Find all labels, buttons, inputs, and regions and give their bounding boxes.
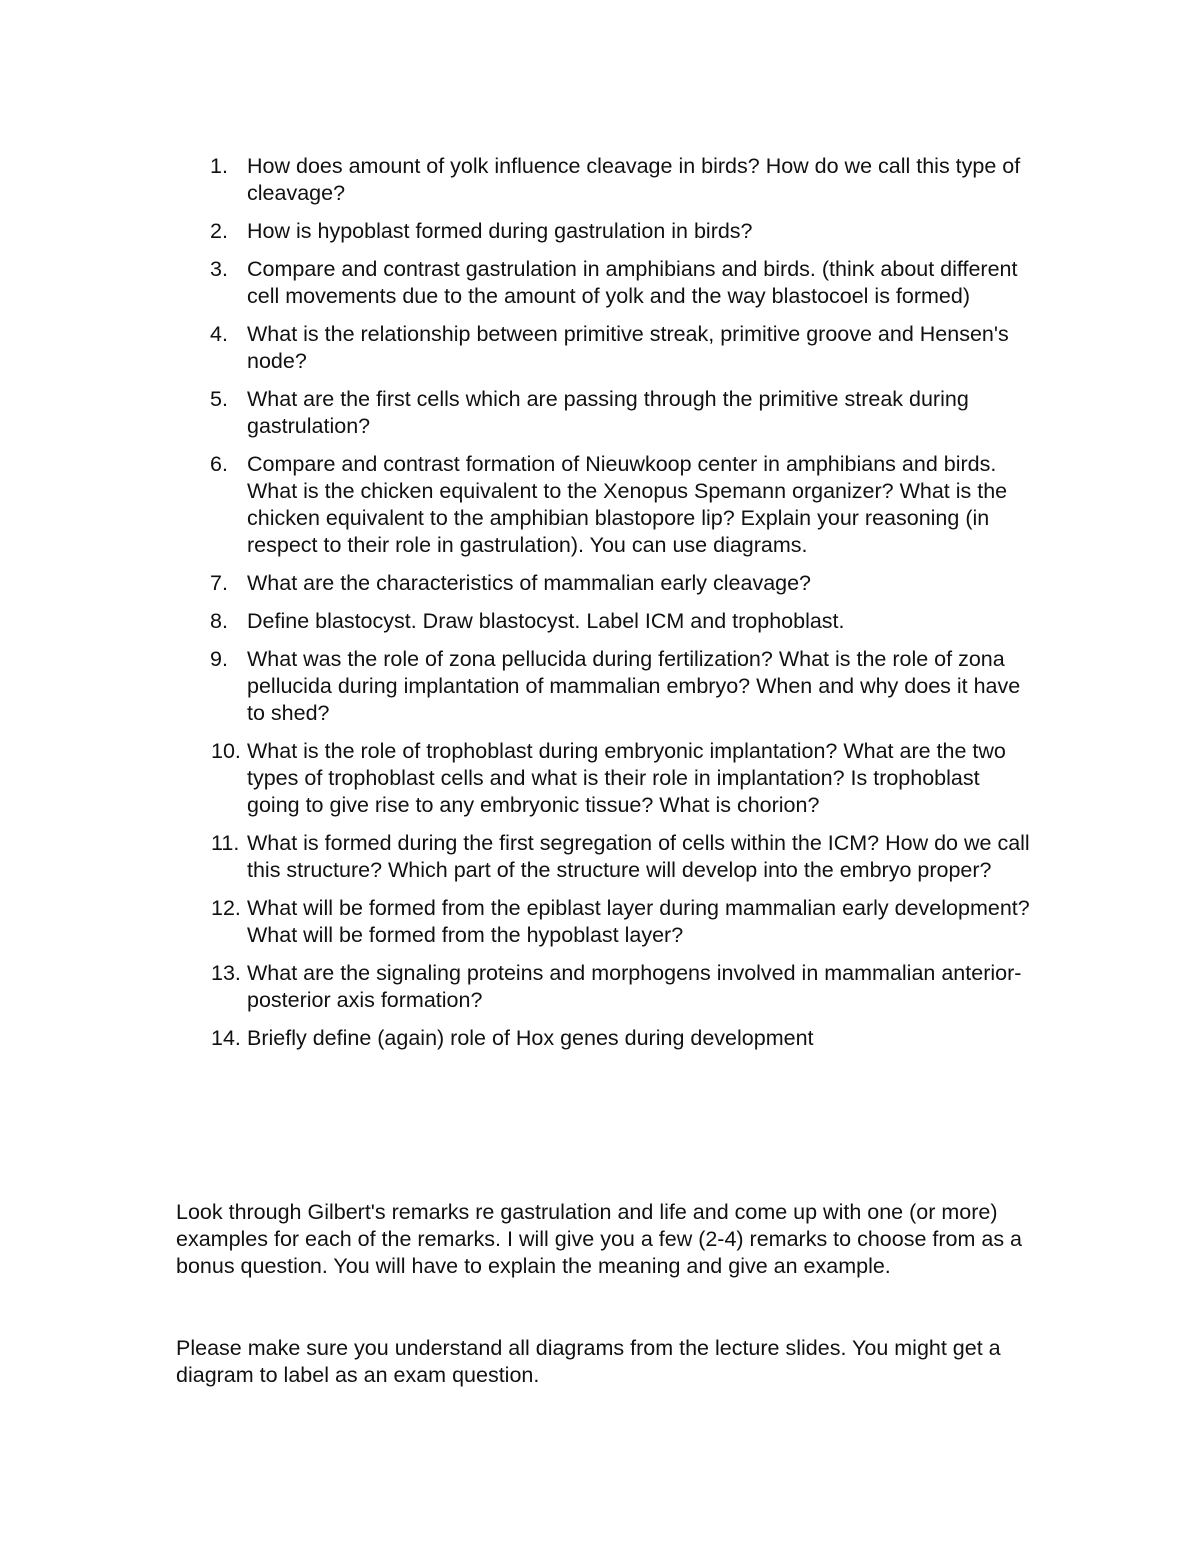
question-number: 4.: [210, 322, 228, 346]
question-item-7: [176, 570, 1036, 597]
question-item-10: [176, 738, 1036, 819]
question-number: 9.: [210, 647, 228, 671]
diagrams-paragraph: Please make sure you understand all diagrams from the lecture slides. You might get a diagram to label as an exam question.: [176, 1336, 1001, 1387]
question-item-1: [176, 153, 1036, 207]
question-item-4: [176, 321, 1036, 375]
question-number: 12.: [211, 896, 241, 920]
question-number: 14.: [211, 1026, 241, 1050]
question-text: What are the signaling proteins and morphogens involved in mammalian anterior-posterior axis formation?: [247, 961, 1022, 1012]
question-number: 5.: [210, 387, 228, 411]
question-item-5: [176, 386, 1036, 440]
question-text: How is hypoblast formed during gastrulation in birds?: [247, 219, 753, 243]
question-text: What are the first cells which are passing through the primitive streak during gastrulation?: [247, 387, 969, 438]
question-text: Briefly define (again) role of Hox genes during development: [247, 1026, 814, 1050]
question-number: 10.: [211, 739, 241, 763]
question-number: 6.: [210, 452, 228, 476]
question-item-9: [176, 646, 1036, 727]
question-list: [176, 153, 1036, 1063]
question-text: Define blastocyst. Draw blastocyst. Label ICM and trophoblast.: [247, 609, 845, 633]
question-item-3: [176, 256, 1036, 310]
question-number: 13.: [211, 961, 241, 985]
question-text: What is formed during the first segregation of cells within the ICM? How do we call this structure? Which part of the structure will develop into the embryo proper?: [247, 831, 1030, 882]
question-item-14: [176, 1025, 1036, 1052]
question-number: 1.: [210, 154, 228, 178]
question-number: 2.: [210, 219, 228, 243]
gilbert-remarks-paragraph: Look through Gilbert's remarks re gastrulation and life and come up with one (or more) examples for each of the remarks. I will give you a few (2-4) remarks to choose from as a bonus question. You will have to explain the meaning and give an example.: [176, 1200, 1022, 1278]
question-item-12: [176, 895, 1036, 949]
question-item-2: [176, 218, 1036, 245]
question-text: Compare and contrast formation of Nieuwkoop center in amphibians and birds. What is the chicken equivalent to the Xenopus Spemann organizer? What is the chicken equivalent to the amphibian blastopore lip? Explain your reasoning (in respect to their role in gastrulation). You can use diagrams.: [247, 452, 1008, 557]
question-item-11: [176, 830, 1036, 884]
question-text: Compare and contrast gastrulation in amphibians and birds. (think about different cell movements due to the amount of yolk and the way blastocoel is formed): [247, 257, 1018, 308]
question-item-13: [176, 960, 1036, 1014]
question-text: What are the characteristics of mammalian early cleavage?: [247, 571, 812, 595]
question-number: 3.: [210, 257, 228, 281]
question-number: 8.: [210, 609, 228, 633]
question-number: 11.: [211, 831, 240, 855]
question-number: 7.: [210, 571, 228, 595]
question-text: What is the role of trophoblast during embryonic implantation? What are the two types of trophoblast cells and what is their role in implantation? Is trophoblast going to give rise to any embryonic tissue? What is chorion?: [247, 739, 1006, 817]
question-item-8: [176, 608, 1036, 635]
question-text: How does amount of yolk influence cleavage in birds? How do we call this type of cleavage?: [247, 154, 1021, 205]
question-text: What is the relationship between primitive streak, primitive groove and Hensen's node?: [247, 322, 1009, 373]
question-item-6: [176, 451, 1036, 559]
question-text: What was the role of zona pellucida during fertilization? What is the role of zona pellucida during implantation of mammalian embryo? When and why does it have to shed?: [247, 647, 1021, 725]
question-text: What will be formed from the epiblast layer during mammalian early development? What will be formed from the hypoblast layer?: [247, 896, 1030, 947]
